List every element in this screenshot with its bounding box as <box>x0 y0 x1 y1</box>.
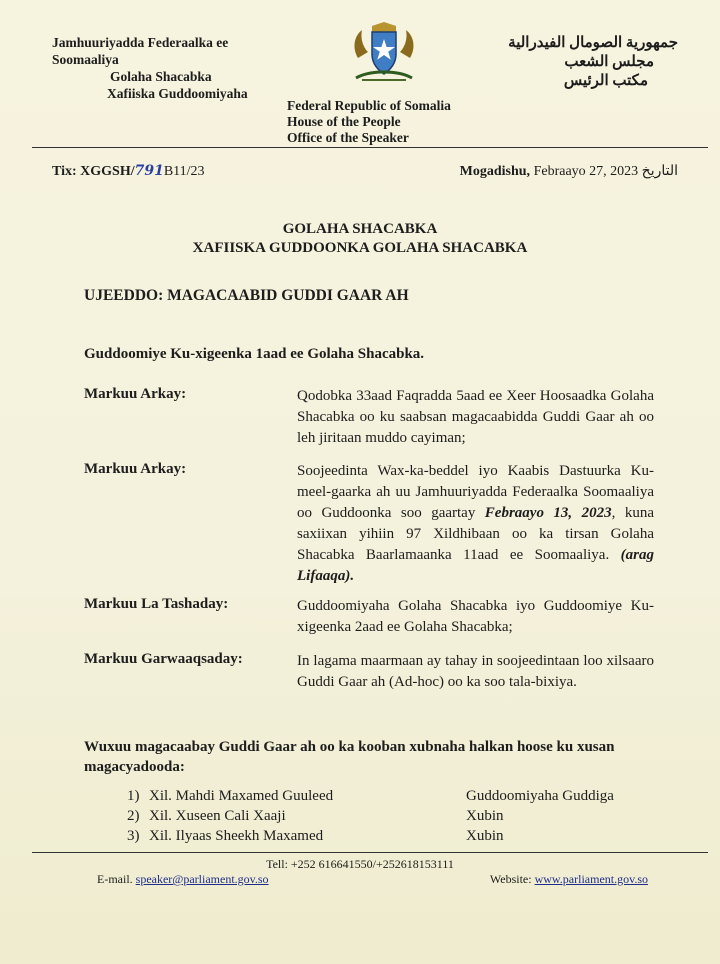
letter-title <box>0 220 720 258</box>
clause-2-part-b: , kuna saxiixan yihiin 97 Xildhibaan oo ka tirsan Golaha Shacabka Baarlamaanka 11aad ee Soomaaliya. <box>297 505 654 563</box>
header-english-line-3: Office of the Speaker <box>287 130 409 145</box>
addressee: Guddoomiye Ku-xigeenka 1aad ee Golaha Shacabka. <box>84 346 425 362</box>
header-arabic <box>508 34 678 91</box>
member-role: Guddoomiyaha Guddiga <box>466 788 614 804</box>
clause-label-1: Markuu Arkay: <box>84 386 187 402</box>
header-somali-line-1: Jamhuuriyadda Federaalka ee <box>52 35 229 50</box>
footer-email-label: E-mail. <box>97 872 133 886</box>
clause-2-part-a: Soojeedinta Wax-ka-beddel iyo Kaabis Dastuurka Ku-meel-gaarka ah uu Jamhuuriyadda Federaalka Soomaaliya oo Guddoonka soo gaartay <box>297 463 654 521</box>
title-line-2: XAFIISKA GUDDOONKA GOLAHA SHACABKA <box>192 240 528 256</box>
header-english-line-1: Federal Republic of Somalia <box>287 98 451 113</box>
clause-text-4: In lagama maarmaan ay tahay in soojeedintaan loo xilsaaro Guddi Gaar ah (Ad-hoc) oo ka soo tala-bixiya. <box>297 653 654 690</box>
member-number: 3) <box>127 828 140 844</box>
date-text: Febraayo 27, 2023 <box>533 164 639 179</box>
header-arabic-line-2: مجلس الشعب <box>564 54 654 70</box>
subject-line: UJEEDDO: MAGACAABID GUDDI GAAR AH <box>84 287 409 304</box>
date-place: Mogadishu, <box>459 164 531 179</box>
header-english-line-2: House of the People <box>287 114 401 129</box>
clause-label-3: Markuu La Tashaday: <box>84 596 229 612</box>
footer-telephone: Tell: +252 616641550/+252618153111 <box>266 857 454 871</box>
footer-email <box>97 872 269 887</box>
member-name: Xil. Mahdi Maxamed Guuleed <box>149 788 334 804</box>
clause-text-2 <box>297 461 654 587</box>
header-somali-line-4: Xafiiska Guddoomiyaha <box>107 86 248 101</box>
footer-website-label: Website: <box>489 872 532 886</box>
header-arabic-line-3: مكتب الرئيس <box>563 73 648 89</box>
header-somali-line-3: Golaha Shacabka <box>110 69 212 84</box>
header-english <box>287 98 451 146</box>
title-line-1: GOLAHA SHACABKA <box>282 221 438 237</box>
footer-website <box>490 872 648 887</box>
clause-label-2: Markuu Arkay: <box>84 461 187 477</box>
member-role: Xubin <box>466 828 504 844</box>
reference-handwritten: 791 <box>134 163 164 179</box>
member-row <box>127 786 647 806</box>
coat-of-arms-emblem <box>348 20 420 86</box>
letter-date <box>460 163 678 180</box>
header-somali-line-2: Soomaaliya <box>52 52 119 67</box>
clause-text-3: Guddoomiyaha Golaha Shacabka iyo Guddoomiye Ku-xigeenka 2aad ee Golaha Shacabka; <box>297 598 654 635</box>
member-row <box>127 806 647 826</box>
appointment-statement: Wuxuu magacaabay Guddi Gaar ah oo ka kooban xubnaha halkan hoose ku xusan magacyadooda: <box>84 739 615 775</box>
member-number: 1) <box>127 788 140 804</box>
member-name: Xil. Xuseen Cali Xaaji <box>149 808 286 824</box>
reference-suffix: B11/23 <box>163 164 205 179</box>
clause-label-4: Markuu Garwaaqsaday: <box>84 651 243 667</box>
member-number: 2) <box>127 808 140 824</box>
member-name: Xil. Ilyaas Sheekh Maxamed <box>149 828 324 844</box>
header-arabic-line-1: جمهورية الصومال الفيدرالية <box>508 35 678 51</box>
member-role: Xubin <box>466 808 504 824</box>
member-list <box>127 786 647 846</box>
date-arabic-label: التاريخ <box>641 164 678 179</box>
clause-text-1: Qodobka 33aad Faqradda 5aad ee Xeer Hoosaadka Golaha Shacabka oo ku saabsan magacaabidda Guddi Gaar ah oo leh jiritaan muddo cayiman; <box>297 388 654 446</box>
reference-prefix: Tix: XGGSH/ <box>52 164 135 179</box>
footer-email-link[interactable]: speaker@parliament.gov.so <box>135 872 269 886</box>
header-divider <box>32 147 708 148</box>
footer-website-link[interactable]: www.parliament.gov.so <box>534 872 648 886</box>
clause-2-annex-ref: (arag Lifaaqa). <box>297 547 654 584</box>
footer-divider <box>32 852 708 853</box>
member-row <box>127 826 647 846</box>
clause-2-date: Febraayo 13, 2023 <box>484 505 612 521</box>
reference-number <box>52 163 205 180</box>
header-somali <box>52 34 248 102</box>
